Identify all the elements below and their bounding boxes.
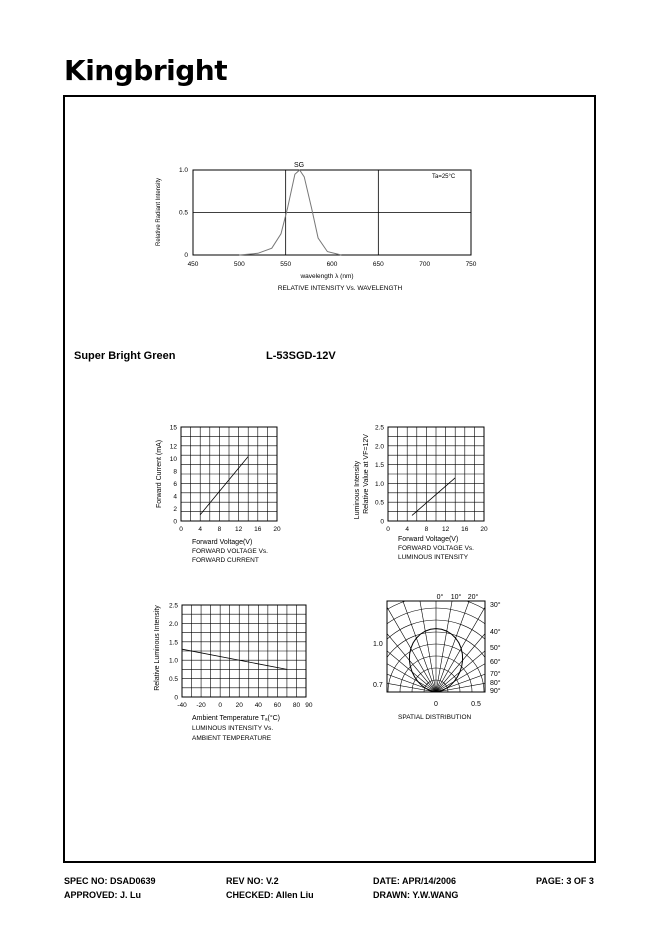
- spectrum-y-tick: 0: [184, 252, 188, 259]
- drawn-by: DRAWN: Y.W.WANG: [373, 890, 459, 900]
- spatial-distribution-chart: [306, 562, 566, 721]
- temp-x-tick: -20: [196, 702, 206, 709]
- spectrum-y-tick: 1.0: [178, 167, 188, 174]
- fc-xlabel: Forward Voltage(V): [192, 539, 253, 546]
- fc-x-tick: 12: [234, 526, 243, 533]
- spatial-bottom-0: 0: [434, 701, 438, 708]
- li-ylabel1: Luminous Intensity: [354, 460, 361, 520]
- temp-curve: [182, 649, 287, 669]
- spectrum-x-tick: 750: [465, 261, 477, 268]
- temp-y-tick: 2.0: [168, 620, 178, 628]
- fc-x-tick: 8: [217, 526, 222, 533]
- li-y-tick: 1.5: [374, 462, 384, 470]
- temp-caption2: AMBIENT TEMPERATURE: [192, 735, 272, 742]
- temp-x-tick: 0: [218, 702, 222, 709]
- fc-curve: [200, 457, 248, 515]
- li-x-tick: 16: [461, 526, 469, 533]
- li-y-tick: 0: [380, 518, 384, 526]
- li-ylabel2: Relative Value at VF=12V: [363, 434, 370, 514]
- spectrum-x-tick: 600: [326, 261, 338, 268]
- li-caption2: LUMINOUS INTENSITY: [398, 554, 469, 561]
- fc-x-tick: 16: [254, 526, 262, 533]
- li-y-tick: 0.5: [374, 499, 384, 507]
- spatial-top-angle: 10°: [450, 594, 462, 601]
- brand-logo: Kingbright: [64, 54, 228, 87]
- spatial-right-angle: 40°: [490, 629, 501, 636]
- part-number: L-53SGD-12V: [266, 350, 336, 362]
- fc-x-tick: 20: [273, 526, 281, 533]
- luminous-intensity-chart: [354, 425, 488, 562]
- temp-xlabel: Ambient Temperature Tₐ(°C): [192, 715, 281, 722]
- page-number: PAGE: 3 OF 3: [536, 876, 594, 886]
- temp-x-tick: 60: [273, 702, 282, 709]
- spectrum-chart: [156, 162, 477, 292]
- spatial-caption: SPATIAL DISTRIBUTION: [398, 714, 472, 721]
- fc-ylabel: Forward Current (mA): [156, 439, 163, 509]
- temp-x-tick: 80: [292, 702, 301, 709]
- spatial-right-angle: 50°: [490, 645, 501, 652]
- li-xlabel: Forward Voltage(V): [398, 536, 459, 543]
- fc-y-tick: 4: [173, 493, 177, 501]
- temp-y-tick: 1.5: [168, 639, 178, 647]
- rev-no: REV NO: V.2: [226, 876, 279, 886]
- fc-caption1: FORWARD VOLTAGE Vs.: [192, 548, 268, 555]
- li-x-tick: 12: [441, 526, 450, 533]
- spatial-top-angle: 0°: [436, 594, 444, 601]
- spatial-left-1: 1.0: [373, 641, 383, 648]
- spectrum-caption: RELATIVE INTENSITY Vs. WAVELENGTH: [277, 285, 403, 292]
- ta-label: Ta=25°C: [432, 174, 456, 180]
- li-y-tick: 2.0: [374, 443, 384, 451]
- spatial-grid: [306, 562, 566, 692]
- li-x-tick: 8: [424, 526, 429, 533]
- li-x-tick: 20: [480, 526, 488, 533]
- temp-caption1: LUMINOUS INTENSITY Vs.: [192, 725, 274, 732]
- spectrum-x-tick: 550: [280, 261, 292, 268]
- spectrum-x-tick: 500: [233, 261, 245, 268]
- spatial-left-2: 0.7: [373, 682, 383, 689]
- li-caption1: FORWARD VOLTAGE Vs.: [398, 545, 474, 552]
- li-x-tick: 4: [405, 526, 410, 533]
- li-x-tick: 0: [386, 526, 390, 533]
- fc-y-tick: 8: [173, 468, 177, 476]
- spectrum-y-tick: 0.5: [178, 209, 188, 217]
- checked-by: CHECKED: Allen Liu: [226, 890, 314, 900]
- spectrum-x-tick: 450: [187, 261, 199, 268]
- spatial-right-angle: 90°: [490, 688, 501, 695]
- temperature-chart: [154, 603, 313, 743]
- spatial-right-angle: 30°: [490, 602, 501, 609]
- spatial-top-angle: 20°: [467, 594, 479, 601]
- fc-y-tick: 12: [169, 443, 177, 451]
- spec-no: SPEC NO: DSAD0639: [64, 876, 156, 886]
- temp-y-tick: 0.5: [168, 676, 178, 684]
- temp-y-tick: 1.0: [168, 657, 178, 665]
- temp-y-tick: 2.5: [168, 602, 178, 610]
- date: DATE: APR/14/2006: [373, 876, 457, 886]
- temp-x-tick: 20: [235, 702, 243, 709]
- temp-y-tick: 0: [174, 694, 178, 702]
- fc-y-tick: 10: [169, 455, 177, 463]
- peak-label: SG: [293, 162, 305, 169]
- product-name: Super Bright Green: [74, 350, 176, 362]
- temp-x-tick: 90: [305, 702, 313, 709]
- approved-by: APPROVED: J. Lu: [64, 890, 142, 900]
- fc-y-tick: 0: [173, 518, 177, 526]
- spatial-right-angle: 60°: [490, 659, 501, 666]
- spectrum-x-tick: 650: [372, 261, 384, 268]
- forward-current-chart: [156, 425, 281, 565]
- fc-caption2: FORWARD CURRENT: [192, 557, 259, 564]
- li-y-tick: 1.0: [374, 480, 384, 488]
- temp-x-tick: 40: [254, 702, 262, 709]
- spectrum-x-tick: 700: [419, 261, 431, 268]
- spectrum-xlabel: wavelength λ (nm): [300, 273, 354, 280]
- spatial-right-angle: 70°: [490, 671, 501, 678]
- spectrum-ylabel: Relative Radiant Intensity: [156, 177, 162, 247]
- temp-x-tick: -40: [177, 702, 187, 709]
- fc-y-tick: 15: [169, 424, 177, 432]
- temp-ylabel: Relative Luminous Intensity: [154, 605, 161, 691]
- fc-x-tick: 0: [179, 526, 183, 533]
- fc-y-tick: 2: [173, 505, 177, 513]
- li-y-tick: 2.5: [374, 424, 384, 432]
- spatial-bottom-05: 0.5: [471, 701, 481, 708]
- fc-y-tick: 6: [173, 480, 177, 488]
- fc-x-tick: 4: [198, 526, 203, 533]
- spatial-right-angle: 80°: [490, 680, 501, 687]
